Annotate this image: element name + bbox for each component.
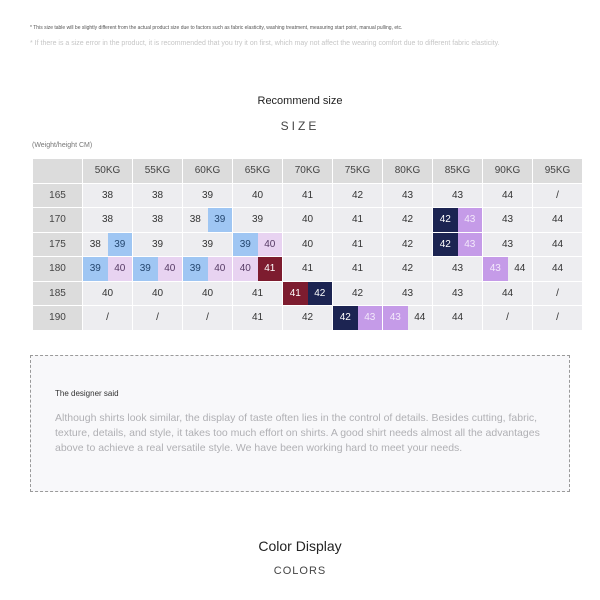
size-cell (483, 257, 533, 282)
size-value: 39 (233, 233, 258, 257)
size-cell (233, 232, 283, 257)
size-cell: 40 (283, 232, 333, 257)
size-cell: 41 (233, 306, 283, 331)
colors-subtitle: COLORS (273, 565, 327, 577)
size-value: 41 (283, 282, 308, 306)
size-value: 39 (83, 257, 108, 281)
weight-header: 50KG (83, 159, 133, 184)
table-row (33, 281, 583, 306)
size-table (32, 158, 583, 331)
size-cell: 41 (333, 232, 383, 257)
designer-text: Although shirts look similar, the display of taste often lies in the control of details. Besides cutting, fabric, texture, details, and style, it takes too much effort on shirts. A good shirt needs almost all the advantages above to achieve a real versatile style. We have been working hard to meet your needs. (55, 412, 540, 454)
size-cell: 43 (383, 281, 433, 306)
height-header: 190 (33, 306, 83, 331)
size-value: 43 (358, 306, 383, 330)
size-cell: / (183, 306, 233, 331)
size-value: 38 (83, 233, 108, 257)
size-cell: 42 (383, 208, 433, 233)
weight-header: 95KG (533, 159, 583, 184)
size-cell: 39 (133, 232, 183, 257)
size-value: 42 (333, 306, 358, 330)
size-cell: 39 (183, 232, 233, 257)
size-cell: / (533, 183, 583, 208)
size-cell (333, 306, 383, 331)
size-value: 42 (433, 233, 458, 257)
size-cell: 42 (383, 257, 433, 282)
weight-header: 60KG (183, 159, 233, 184)
weight-header: 75KG (333, 159, 383, 184)
height-header: 165 (33, 183, 83, 208)
weight-header: 55KG (133, 159, 183, 184)
size-cell: 40 (83, 281, 133, 306)
size-cell: 44 (483, 281, 533, 306)
size-cell (383, 306, 433, 331)
size-cell: 39 (183, 183, 233, 208)
size-cell: 38 (83, 183, 133, 208)
size-value: 44 (408, 306, 433, 330)
size-cell: 39 (233, 208, 283, 233)
size-cell: / (83, 306, 133, 331)
unit-label: (Weight/height CM) (32, 142, 93, 149)
size-cell: 41 (333, 257, 383, 282)
size-cell: / (533, 306, 583, 331)
size-value: 39 (208, 208, 233, 232)
size-cell (233, 257, 283, 282)
height-header: 175 (33, 232, 83, 257)
size-value: 43 (458, 208, 483, 232)
table-row (33, 257, 583, 282)
size-value: 39 (133, 257, 158, 281)
size-cell (283, 281, 333, 306)
height-header: 185 (33, 281, 83, 306)
size-value: 40 (158, 257, 183, 281)
size-value: 40 (233, 257, 258, 281)
size-cell: 43 (433, 183, 483, 208)
table-row (33, 183, 583, 208)
size-subtitle: SIZE (280, 119, 320, 133)
size-cell: / (483, 306, 533, 331)
size-disclaimer-note: * This size table will be slightly different from the actual product size due to factors such as fabric elasticity, washing treatment, measuring start point, manual pulling, etc. (30, 25, 403, 31)
size-value: 40 (108, 257, 133, 281)
size-cell: 44 (533, 257, 583, 282)
size-cell: 44 (533, 232, 583, 257)
size-value: 40 (208, 257, 233, 281)
weight-header: 70KG (283, 159, 333, 184)
size-value: 39 (183, 257, 208, 281)
size-cell: / (533, 281, 583, 306)
size-value: 42 (308, 282, 333, 306)
size-cell (133, 257, 183, 282)
size-cell: 41 (233, 281, 283, 306)
size-cell: 42 (283, 306, 333, 331)
size-cell: 41 (283, 257, 333, 282)
table-corner-cell (33, 159, 83, 184)
size-cell: 43 (383, 183, 433, 208)
weight-header: 65KG (233, 159, 283, 184)
size-value: 44 (508, 257, 533, 281)
designer-title: The designer said (55, 389, 119, 398)
size-cell: 44 (483, 183, 533, 208)
size-cell (83, 232, 133, 257)
size-cell: 42 (333, 281, 383, 306)
size-cell (83, 257, 133, 282)
size-value: 39 (108, 233, 133, 257)
recommend-size-title: Recommend size (257, 95, 343, 107)
size-value: 43 (483, 257, 508, 281)
size-value: 42 (433, 208, 458, 232)
size-cell: 40 (133, 281, 183, 306)
size-cell: 40 (233, 183, 283, 208)
size-value: 43 (383, 306, 408, 330)
size-value: 41 (258, 257, 283, 281)
size-cell: 41 (333, 208, 383, 233)
size-cell: 40 (283, 208, 333, 233)
table-row (33, 232, 583, 257)
size-cell: 38 (83, 208, 133, 233)
size-value: 43 (458, 233, 483, 257)
size-error-note: * If there is a size error in the product, it is recommended that you try it on first, which may not affect the wearing comfort due to different fabric elasticity. (30, 40, 500, 47)
size-cell (433, 232, 483, 257)
size-cell (433, 208, 483, 233)
color-display-title: Color Display (258, 538, 342, 554)
size-cell: 41 (283, 183, 333, 208)
height-header: 180 (33, 257, 83, 282)
size-cell (183, 257, 233, 282)
size-cell: 40 (183, 281, 233, 306)
size-cell: 43 (433, 257, 483, 282)
size-cell: 44 (533, 208, 583, 233)
size-cell: 42 (333, 183, 383, 208)
size-cell: / (133, 306, 183, 331)
size-cell: 43 (483, 208, 533, 233)
table-row (33, 208, 583, 233)
height-header: 170 (33, 208, 83, 233)
size-cell: 43 (483, 232, 533, 257)
table-row (33, 306, 583, 331)
size-cell: 44 (433, 306, 483, 331)
size-cell: 38 (133, 208, 183, 233)
size-cell: 42 (383, 232, 433, 257)
size-cell: 43 (433, 281, 483, 306)
size-value: 40 (258, 233, 283, 257)
size-cell (183, 208, 233, 233)
size-cell: 38 (133, 183, 183, 208)
weight-header: 80KG (383, 159, 433, 184)
size-value: 38 (183, 208, 208, 232)
weight-header: 85KG (433, 159, 483, 184)
designer-note-box (30, 355, 570, 492)
size-table-header-row (33, 159, 583, 184)
weight-header: 90KG (483, 159, 533, 184)
